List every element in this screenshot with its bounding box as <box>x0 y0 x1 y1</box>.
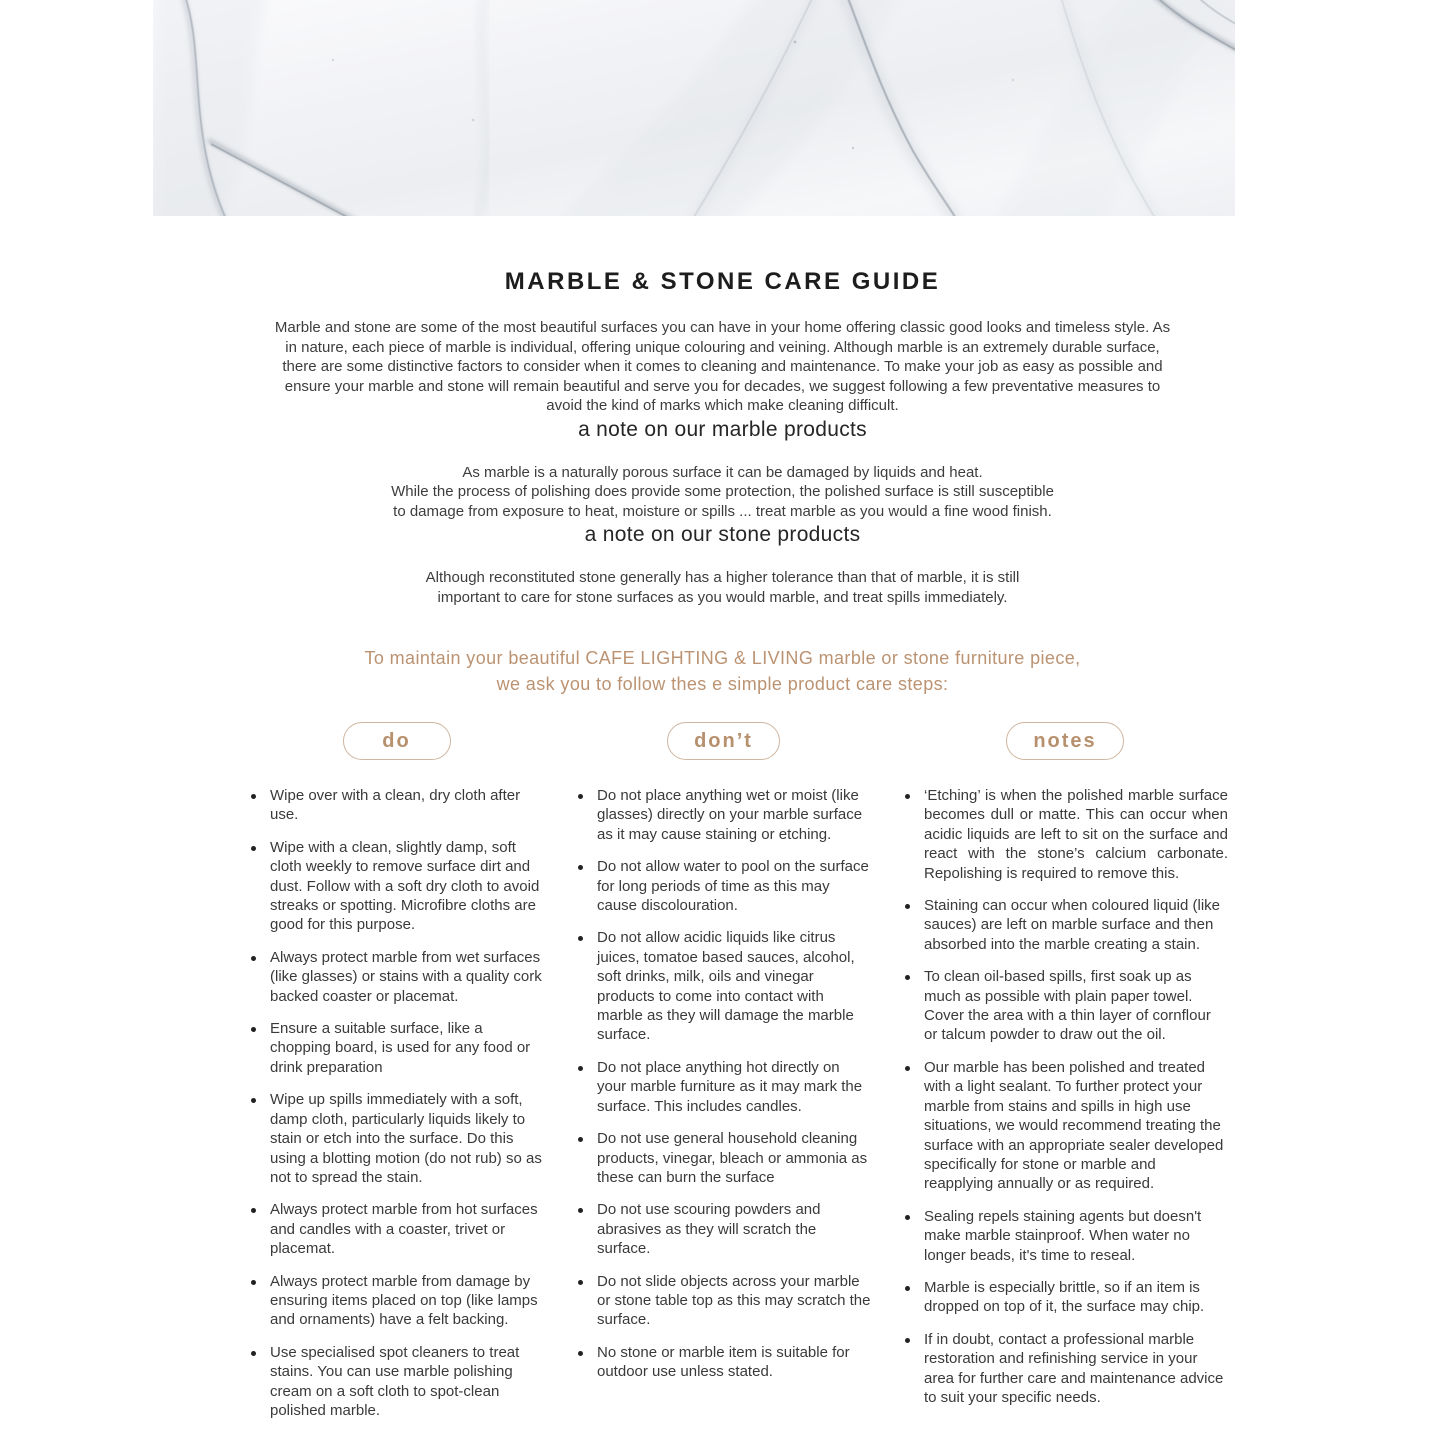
care-steps-callout-line: we ask you to follow thes e simple product care steps: <box>496 674 949 694</box>
marble-note-heading: a note on our marble products <box>578 417 867 441</box>
stone-note-text <box>0 568 1445 607</box>
bullet-icon <box>902 786 924 799</box>
stone-note-heading: a note on our stone products <box>584 523 861 546</box>
bullet-icon <box>575 928 597 941</box>
list-item <box>575 857 872 915</box>
list-item <box>248 1090 545 1187</box>
list-item <box>902 1330 1228 1408</box>
bullet-icon <box>902 1278 924 1291</box>
care-step-text: To clean oil-based spills, first soak up as much as possible with plain paper towel. Cover the area with a thin layer of cornflour or talcum powder to draw out the oil. <box>924 968 1211 1044</box>
bullet-icon <box>248 948 270 961</box>
intro-paragraph: Marble and stone are some of the most beautiful surfaces you can have in your home offering classic good looks and timeless style. As in nature, each piece of marble is individual, offering unique colouring and veining. Although marble is an extremely durable surface, there are some distinctive factors to consider when it comes to cleaning and maintenance. To make your job as easy as possible and ensure your marble and stone will remain beautiful and serve you for decades, we suggest following a few preventative measures to avoid the kind of marks which make cleaning difficult. <box>274 319 1171 414</box>
dont-pill-label <box>667 722 780 760</box>
list-item <box>248 838 545 935</box>
care-step-text: Use specialised spot cleaners to treat stains. You can use marble polishing cream on a soft cloth to spot-clean polished marble. <box>270 1343 520 1419</box>
care-step-text: Do not allow acidic liquids like citrus juices, tomatoe based sauces, alcohol, soft drinks, milk, oils and vinegar products to come into contact with marble as they will damage the marble surface. <box>597 929 855 1044</box>
list-item <box>902 1058 1228 1194</box>
marble-note-text <box>0 463 1445 522</box>
care-step-text: Always protect marble from damage by ensuring items placed on top (like lamps and ornaments) have a felt backing. <box>270 1272 538 1329</box>
bullet-icon <box>575 1272 597 1285</box>
do-label-text: do <box>382 729 411 752</box>
care-step-text: Do not allow water to pool on the surface for long periods of time as this may cause discolouration. <box>597 858 869 915</box>
care-step-text: Wipe over with a clean, dry cloth after use. <box>270 787 521 824</box>
notes-pill-label <box>1006 722 1123 760</box>
list-item <box>902 1207 1228 1265</box>
marble-note-line: to damage from exposure to heat, moisture or spills ... treat marble as you would a fine wood finish. <box>393 502 1052 520</box>
marble-note-line: As marble is a naturally porous surface it can be damaged by liquids and heat. <box>462 463 983 481</box>
bullet-icon <box>248 1090 270 1103</box>
bullet-icon <box>248 838 270 851</box>
bullet-icon <box>248 1019 270 1032</box>
care-step-text: Always protect marble from wet surfaces (like glasses) or stains with a quality cork backed coaster or placemat. <box>270 948 542 1005</box>
marble-banner-image <box>153 0 1235 216</box>
notes-label-text: notes <box>1033 729 1097 752</box>
dont-label-text: don’t <box>694 729 753 752</box>
list-item <box>902 786 1228 883</box>
bullet-icon <box>575 857 597 870</box>
care-step-text: Ensure a suitable surface, like a chopping board, is used for any food or drink preparation <box>270 1020 531 1076</box>
bullet-icon <box>248 1200 270 1213</box>
notes-list <box>902 786 1228 1420</box>
care-step-text: Our marble has been polished and treated with a light sealant. To further protect your marble from stains and spills in high use situations, we would recommend treating the surface with an appropriate sealer developed specifically for stone or marble and reapplying annually or as required. <box>924 1058 1224 1193</box>
do-list <box>248 786 545 1433</box>
dont-list <box>575 786 872 1395</box>
list-item <box>248 1019 545 1077</box>
bullet-icon <box>902 896 924 909</box>
page-title: MARBLE & STONE CARE GUIDE <box>504 268 941 295</box>
list-item <box>248 1343 545 1421</box>
care-step-text: If in doubt, contact a professional marble restoration and refinishing service in your area for further care and maintenance advice to suit your specific needs. <box>924 1330 1224 1406</box>
care-steps-callout <box>0 645 1445 697</box>
marble-note-line: While the process of polishing does provide some protection, the polished surface is still susceptible <box>391 483 1054 500</box>
care-step-text: Do not place anything hot directly on your marble furniture as it may mark the surface. This includes candles. <box>597 1058 863 1115</box>
bullet-icon <box>575 1058 597 1071</box>
do-column <box>248 722 545 1433</box>
bullet-icon <box>902 1330 924 1343</box>
bullet-icon <box>575 786 597 799</box>
bullet-icon <box>248 1272 270 1285</box>
bullet-icon <box>902 1207 924 1220</box>
list-item <box>575 786 872 844</box>
care-step-text: Wipe with a clean, slightly damp, soft cloth weekly to remove surface dirt and dust. Follow with a soft dry cloth to avoid streaks or spotting. Microfibre cloths are good for this purpose. <box>270 838 540 934</box>
list-item <box>902 896 1228 954</box>
list-item <box>575 1200 872 1258</box>
care-columns <box>248 722 1228 1433</box>
care-step-text: Sealing repels staining agents but doesn't make marble stainproof. When water no longer beads, it's time to reseal. <box>924 1207 1202 1264</box>
list-item <box>575 928 872 1044</box>
list-item <box>575 1272 872 1330</box>
bullet-icon <box>575 1129 597 1142</box>
care-step-text: Marble is especially brittle, so if an item is dropped on top of it, the surface may chip. <box>924 1278 1205 1316</box>
care-step-text: Do not use general household cleaning products, vinegar, bleach or ammonia as these can burn the surface <box>597 1130 868 1186</box>
care-step-text: Wipe up spills immediately with a soft, damp cloth, particularly liquids likely to stain or etch into the surface. Do this using a blotting motion (do not rub) so as not to spread the stain. <box>270 1091 542 1186</box>
marble-texture-graphic <box>153 0 1235 216</box>
stone-note-line: important to care for stone surfaces as you would marble, and treat spills immediately. <box>437 588 1008 606</box>
care-step-text: ‘Etching’ is when the polished marble surface becomes dull or matte. This can occur when acidic liquids are left to sit on the surface and react with the stone’s calcium carbonate. Repolishing is required to remove this. <box>924 787 1228 882</box>
list-item <box>575 1129 872 1187</box>
bullet-icon <box>248 1343 270 1356</box>
care-steps-callout-line: To maintain your beautiful CAFE LIGHTING & LIVING marble or stone furniture piece, <box>364 648 1081 668</box>
list-item <box>575 1343 872 1382</box>
list-item <box>575 1058 872 1116</box>
list-item <box>248 1272 545 1330</box>
care-step-text: Staining can occur when coloured liquid (like sauces) are left on marble surface and then absorbed into the marble creating a stain. <box>924 897 1221 953</box>
care-step-text: Do not use scouring powders and abrasives as they will scratch the surface. <box>597 1201 821 1258</box>
dont-column <box>575 722 872 1433</box>
care-step-text: Do not place anything wet or moist (like glasses) directly on your marble surface as it may cause staining or etching. <box>597 787 863 843</box>
list-item <box>248 786 545 825</box>
list-item <box>902 1278 1228 1317</box>
do-pill-label <box>343 722 451 760</box>
bullet-icon <box>575 1200 597 1213</box>
list-item <box>902 967 1228 1045</box>
care-step-text: No stone or marble item is suitable for outdoor use unless stated. <box>597 1343 850 1381</box>
stone-note-line: Although reconstituted stone generally has a higher tolerance than that of marble, it is still <box>425 569 1020 586</box>
care-step-text: Always protect marble from hot surfaces and candles with a coaster, trivet or placemat. <box>270 1201 538 1258</box>
list-item <box>248 948 545 1006</box>
notes-column <box>902 722 1228 1433</box>
bullet-icon <box>575 1343 597 1356</box>
bullet-icon <box>902 1058 924 1071</box>
bullet-icon <box>902 967 924 980</box>
care-step-text: Do not slide objects across your marble or stone table top as this may scratch the surface. <box>597 1272 871 1329</box>
bullet-icon <box>248 786 270 799</box>
list-item <box>248 1200 545 1258</box>
